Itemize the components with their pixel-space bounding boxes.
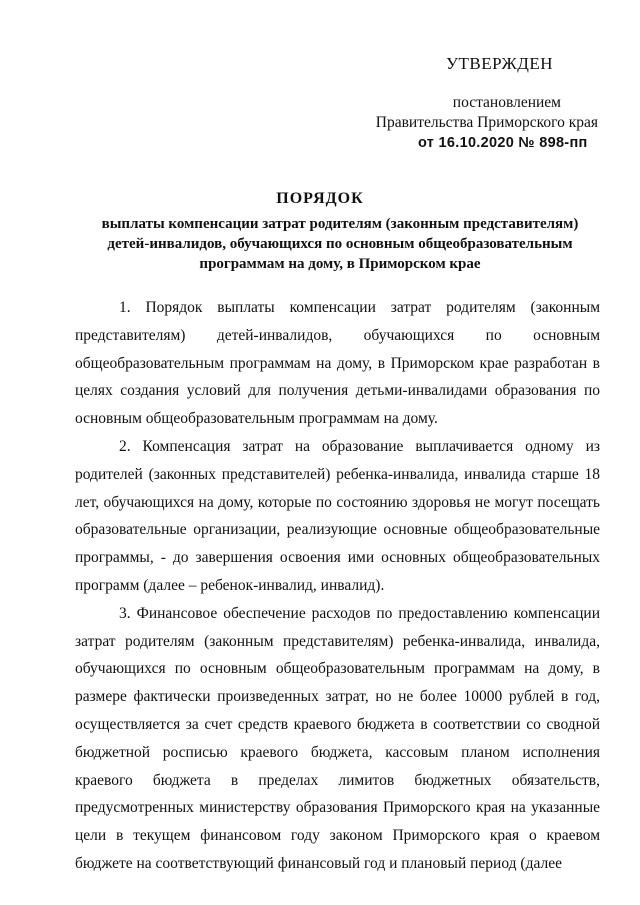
document-body	[75, 294, 600, 878]
decree-date-number: от 16.10.2020 № 898-пп	[418, 135, 588, 151]
decree-reference	[338, 93, 598, 133]
subtitle-line: программам на дому, в Приморском крае	[199, 256, 481, 272]
subtitle-line: детей-инвалидов, обучающихся по основным общеобразовательным	[107, 236, 573, 252]
document-title: ПОРЯДОК	[276, 190, 364, 207]
decree-line-1: постановлением	[452, 94, 561, 111]
paragraph-3: 3. Финансовое обеспечение расходов по предоставлению компенсации затрат родителям (законным представителям) ребенка-инвалида, инвалида, обучающихся по основным общеобразовательным программам на дому, в размере фактически произведенных затрат, но не более 10000 рублей в год, осуществляется за счет средств краевого бюджета в соответствии со сводной бюджетной росписью краевого бюджета, кассовым планом исполнения краевого бюджета в пределах лимитов бюджетных обязательств, предусмотренных министерству образования Приморского края на указанные цели в текущем финансовом году законом Приморского края о краевом бюджете на соответствующий финансовый год и плановый период (далее	[75, 604, 600, 872]
paragraph-2: 2. Компенсация затрат на образование выплачивается одному из родителей (законных представителей) ребенка-инвалида, инвалида старше 18 лет, обучающихся на дому, которые по состоянию здоровья не могут посещать образовательные организации, реализующие основные общеобразовательные программы, - до завершения освоения ими основных общеобразовательных программ (далее – ребенок-инвалид, инвалид).	[75, 437, 600, 594]
decree-line-2: Правительства Приморского края	[375, 114, 598, 131]
paragraph-1: 1. Порядок выплаты компенсации затрат родителям (законным представителям) детей-инвалидов, обучающихся по основным общеобразовательным программам на дому, в Приморском крае разработан в целях создания условий для получения детьми-инвалидами образования по основным общеобразовательным программам на дому.	[75, 299, 600, 428]
subtitle-line: выплаты компенсации затрат родителям (законным представителям)	[101, 216, 579, 232]
document-subtitle	[60, 214, 620, 274]
approval-stamp-heading: УТВЕРЖДЕН	[446, 54, 553, 73]
